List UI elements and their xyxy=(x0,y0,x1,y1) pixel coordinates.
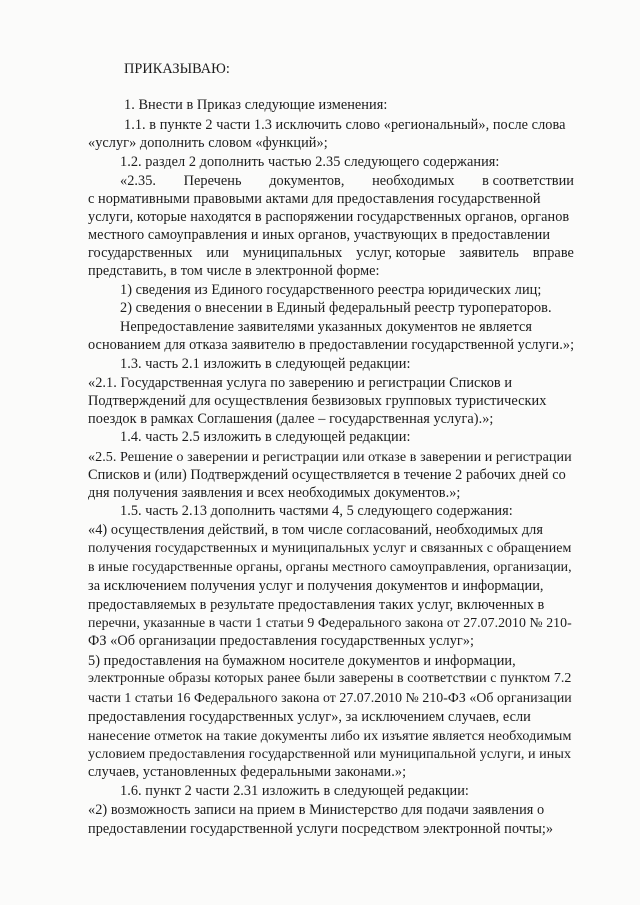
text-line: 1.6. пункт 2 части 2.31 изложить в следующей редакции: xyxy=(120,783,469,799)
text-line: 1.3. часть 2.1 изложить в следующей редакции: xyxy=(120,356,411,372)
text-line: 2) сведения о внесении в Единый федеральный реестр туроператоров. xyxy=(120,300,552,316)
text-line: услуги, которые находятся в распоряжении государственных органов, органов xyxy=(88,209,570,225)
text-line: государственных или муниципальных услуг, которые заявитель вправе xyxy=(88,245,574,261)
text-line: предоставления государственных услуг», за исключением случаев, если xyxy=(88,709,531,725)
text-line: предоставлении государственной услуги посредством электронной почты;» xyxy=(88,821,554,837)
text-line: местного самоуправления и иных органов, участвующих в предоставлении xyxy=(88,227,551,243)
text-line: Списков и (или) Подтверждений осуществляется в течение 2 рабочих дней со xyxy=(88,467,566,483)
text-line: перечни, указанные в части 1 статьи 9 Федерального закона от 27.07.2010 № 210- xyxy=(88,615,572,630)
text-line: поездок в рамках Соглашения (далее – государственная услуга).»; xyxy=(88,411,494,427)
text-line: в иные государственные органы, органы местного самоуправления, организации, xyxy=(88,559,572,574)
text-line: 1.5. часть 2.13 дополнить частями 4, 5 следующего содержания: xyxy=(120,503,513,519)
text-line: получения государственных и муниципальных услуг и связанных с обращением xyxy=(88,541,572,556)
text-line: 1. Внести в Приказ следующие изменения: xyxy=(124,97,388,113)
text-line: ФЗ «Об организации предоставления государственных услуг»; xyxy=(88,633,475,649)
text-line: дня получения заявления и всех необходимых документов.»; xyxy=(88,485,461,501)
text-line: Подтверждений для осуществления безвизовых групповых туристических xyxy=(88,393,547,409)
text-line: случаев, установленных федеральными законами.»; xyxy=(88,764,407,780)
text-line: «2) возможность записи на прием в Министерство для подачи заявления о xyxy=(88,802,545,818)
text-line: «2.35. Перечень документов, необходимых в соответствии xyxy=(120,173,574,189)
order-heading: ПРИКАЗЫВАЮ: xyxy=(124,61,230,77)
text-line: «4) осуществления действий, в том числе согласований, необходимых для xyxy=(88,522,543,538)
text-line: представить, в том числе в электронной форме: xyxy=(88,263,380,279)
text-line: нанесение отметок на такие документы либо их изъятие является необходимым xyxy=(88,728,572,744)
text-line: «2.1. Государственная услуга по заверению и регистрации Списков и xyxy=(88,375,513,391)
text-line: основанием для отказа заявителю в предоставлении государственной услуги.»; xyxy=(88,337,574,353)
text-line: условием предоставления государственной или муниципальной услуги, и иных xyxy=(88,746,572,762)
text-line: предоставляемых в результате предоставления таких услуг, включенных в xyxy=(88,597,545,613)
text-line: «2.5. Решение о заверении и регистрации или отказе в заверении и регистрации xyxy=(88,449,572,465)
text-line: 1.2. раздел 2 дополнить частью 2.35 следующего содержания: xyxy=(120,154,500,170)
text-line: 1.1. в пункте 2 части 1.3 исключить слово «региональный», после слова xyxy=(124,117,566,133)
text-line: Непредоставление заявителями указанных документов не является xyxy=(120,319,533,335)
text-line: «услуг» дополнить словом «функций»; xyxy=(88,135,328,151)
text-line: 5) предоставления на бумажном носителе документов и информации, xyxy=(88,653,516,669)
text-line: части 1 статьи 16 Федерального закона от 27.07.2010 № 210-ФЗ «Об организации xyxy=(88,690,572,705)
text-line: 1) сведения из Единого государственного реестра юридических лиц; xyxy=(120,282,542,298)
text-line: 1.4. часть 2.5 изложить в следующей редакции: xyxy=(120,429,411,445)
text-line: электронные образы которых ранее были заверены в соответствии с пунктом 7.2 xyxy=(88,671,572,686)
text-line: с нормативными правовыми актами для предоставления государственной xyxy=(88,191,541,207)
text-line: за исключением получения услуг и получения документов и информации, xyxy=(88,578,544,594)
